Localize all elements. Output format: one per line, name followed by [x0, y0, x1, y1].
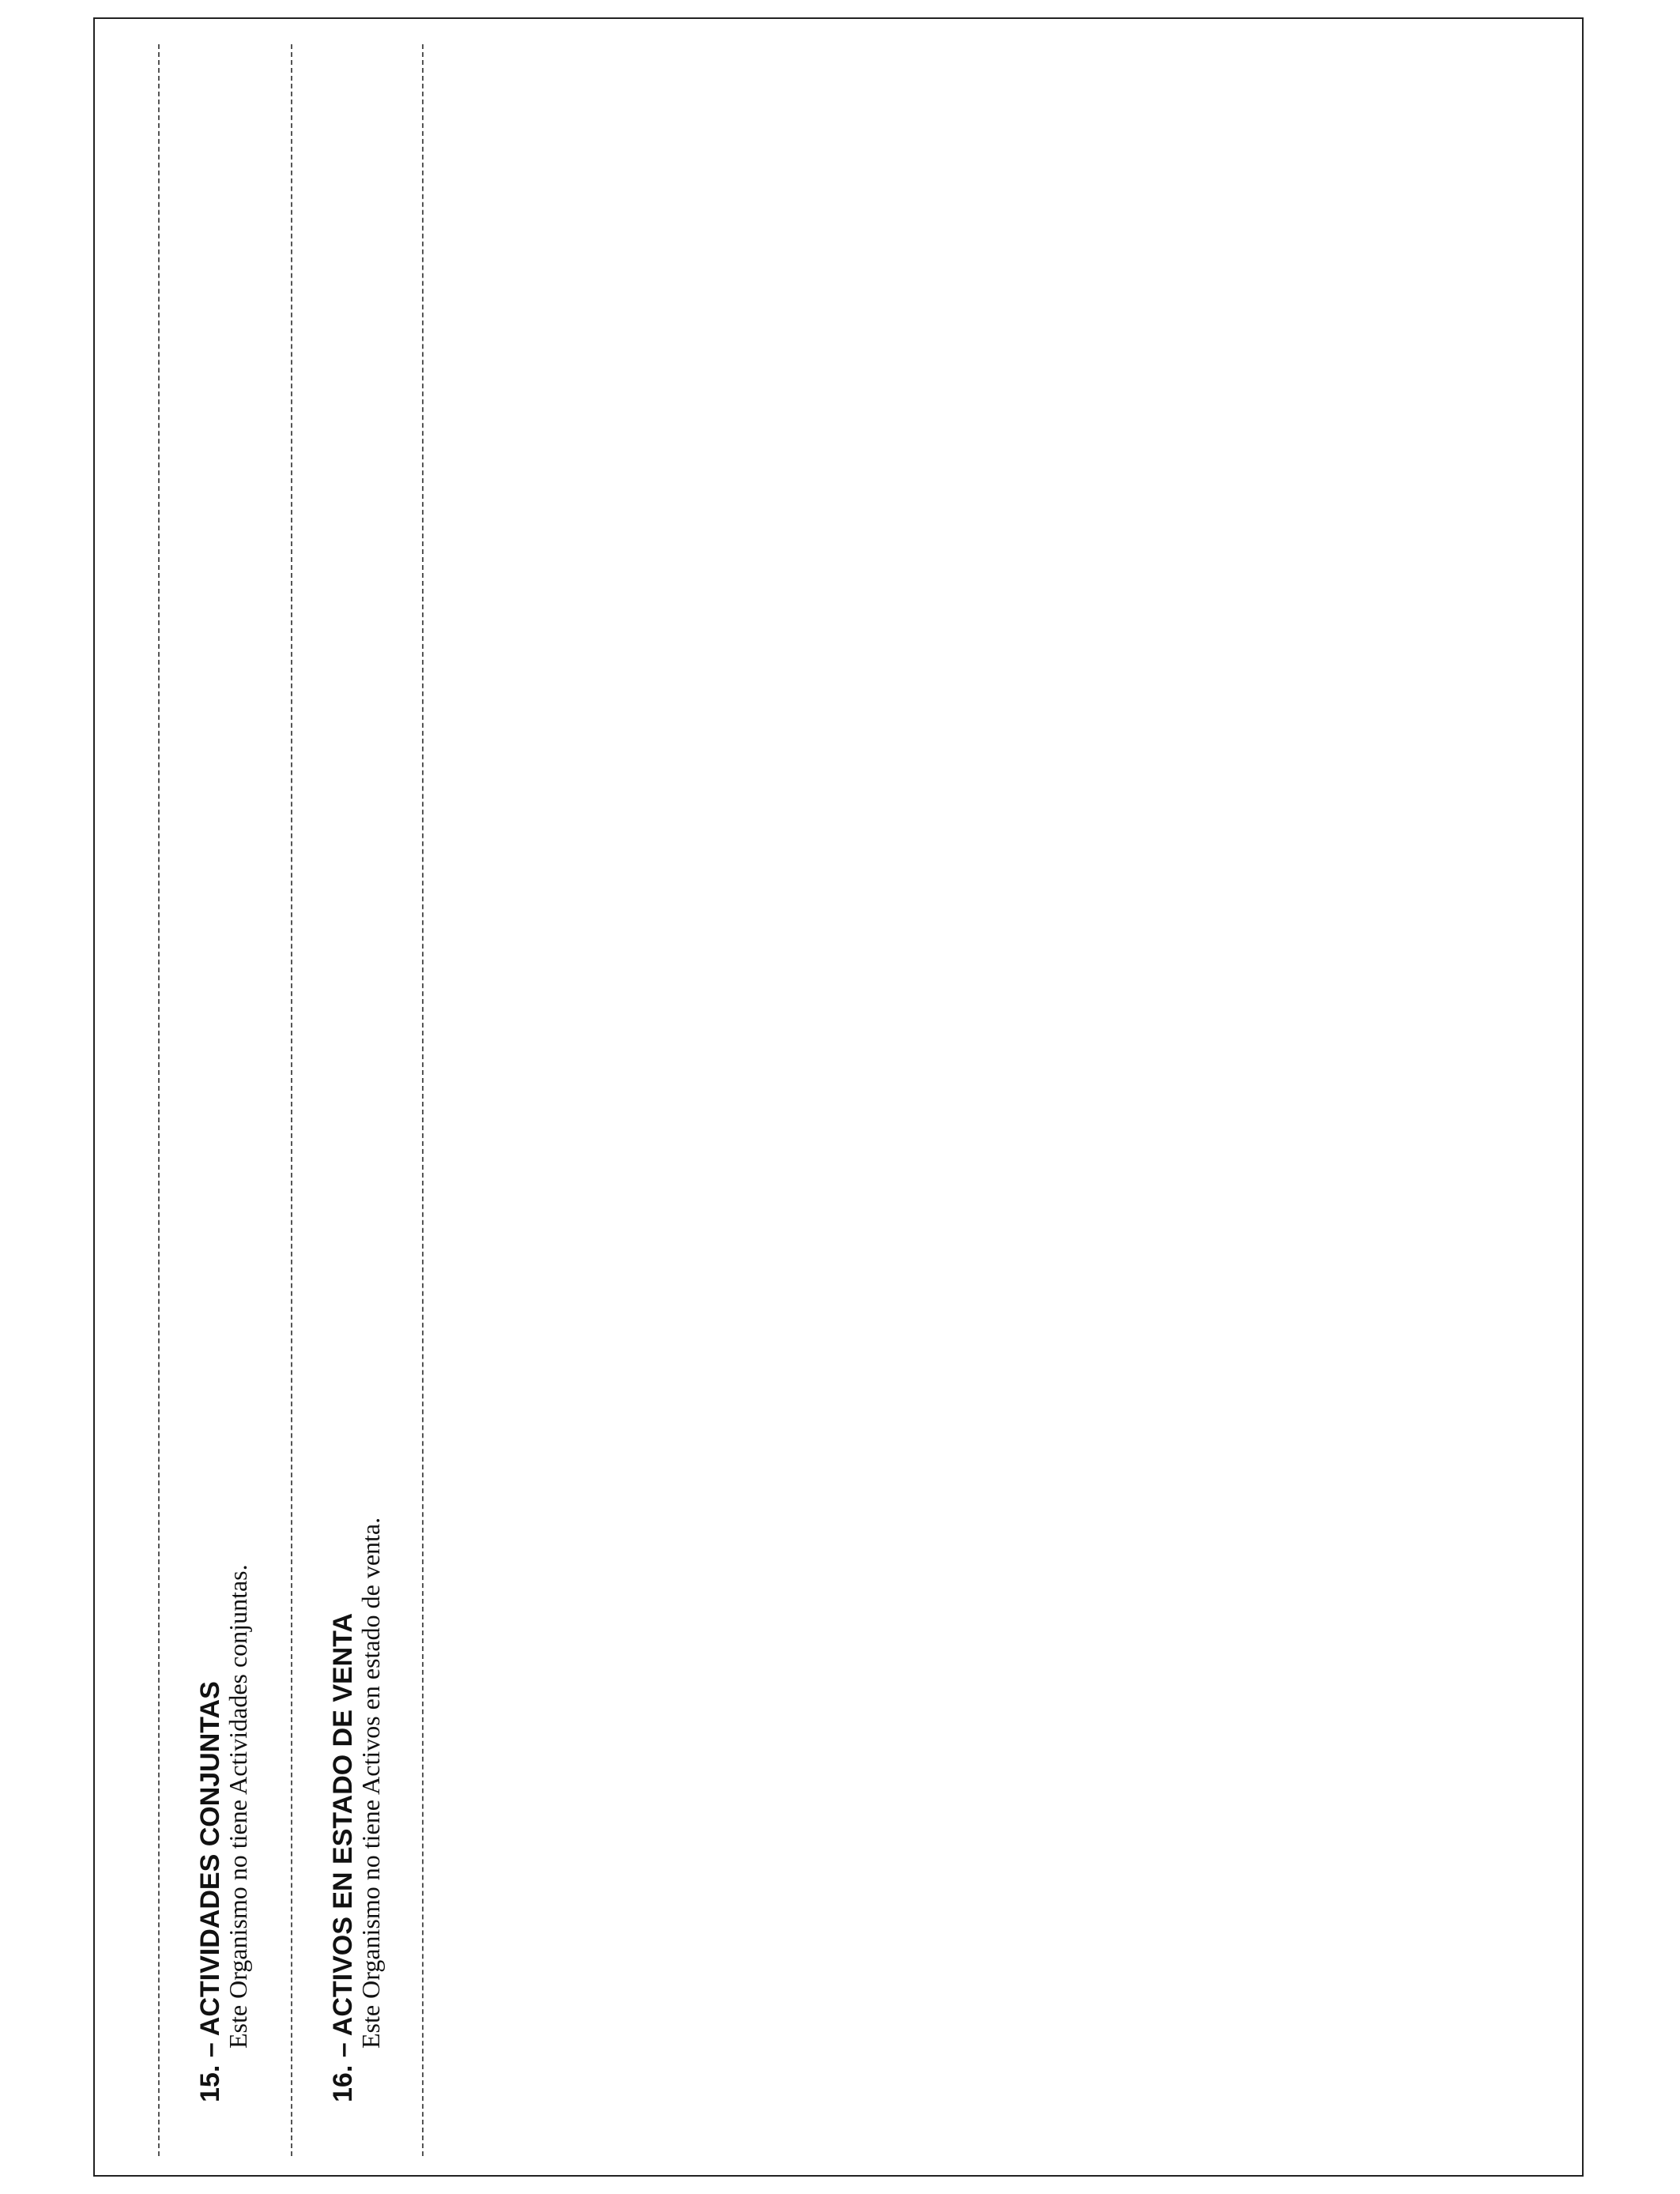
page-frame	[93, 17, 1584, 2177]
section-15-heading: 15. – ACTIVIDADES CONJUNTAS	[195, 1681, 225, 2102]
section-15	[196, 1564, 251, 2102]
section-16-body: Este Organismo no tiene Activos en estado de venta.	[356, 1517, 385, 2049]
section-divider-middle	[291, 44, 292, 2156]
section-divider-top	[158, 44, 160, 2156]
section-16-heading: 16. – ACTIVOS EN ESTADO DE VENTA	[328, 1612, 358, 2102]
section-16	[329, 1517, 384, 2102]
section-divider-bottom	[422, 44, 424, 2156]
section-15-body: Este Organismo no tiene Actividades conjuntas.	[224, 1564, 252, 2049]
